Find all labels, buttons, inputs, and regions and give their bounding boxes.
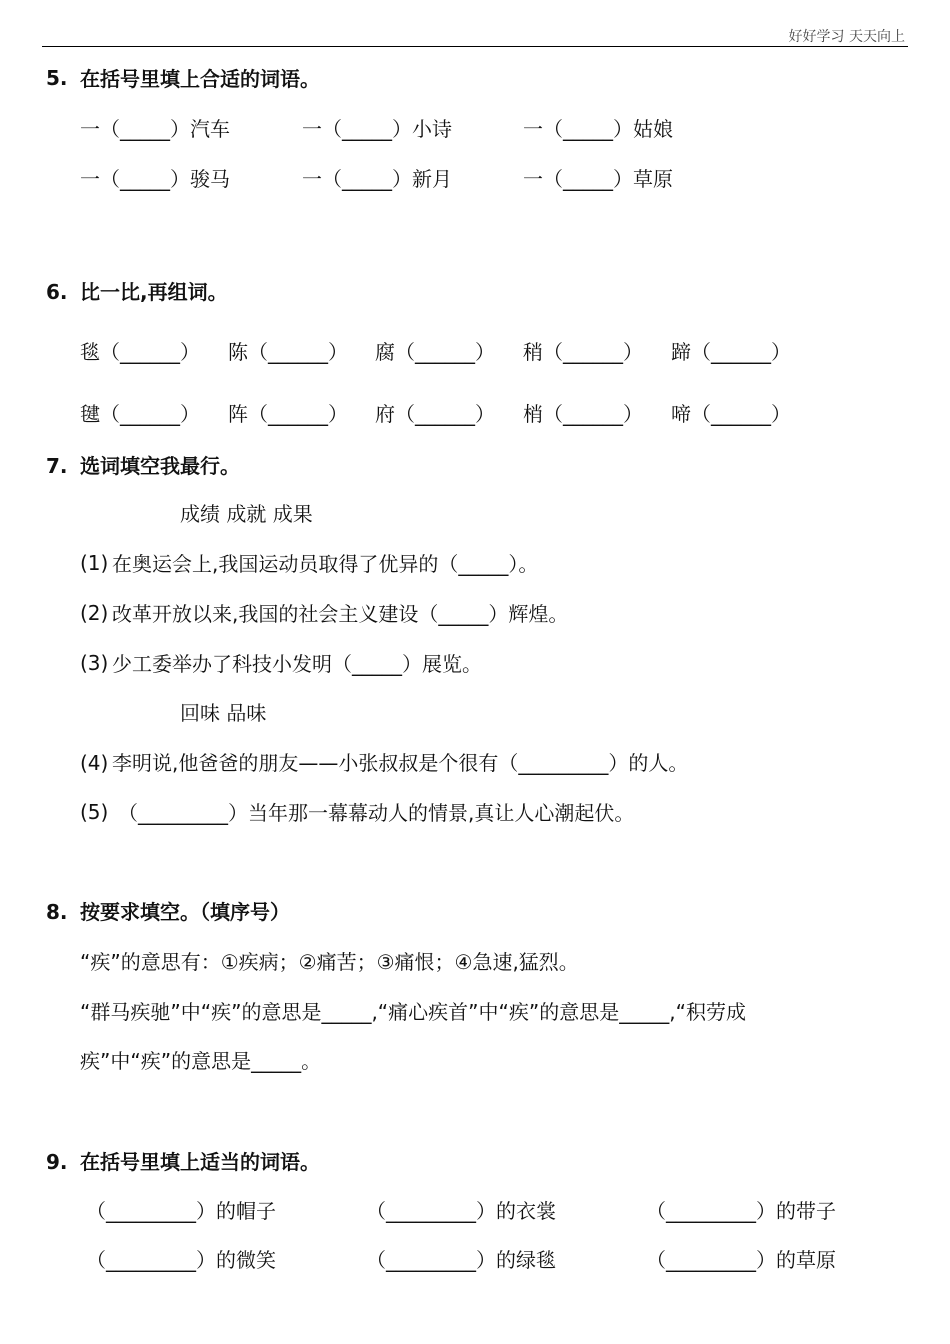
q5-item: 一（_____）汽车 <box>80 117 230 141</box>
q7-sentence: 李明说,他爸爸的朋友——小张叔叔是个很有（_________）的人。 <box>112 751 689 775</box>
q7-sentence-number: (3) <box>80 651 109 675</box>
q8-title: 按要求填空。（填序号） <box>80 900 290 924</box>
q7-sentence: 改革开放以来,我国的社会主义建设（_____）辉煌。 <box>112 602 569 626</box>
q8-number: 8. <box>46 900 68 924</box>
header-divider <box>42 46 908 47</box>
q8-question-line: “群马疾驰”中“疾”的意思是_____,“痛心疾首”中“疾”的意思是_____,“积劳成 <box>80 1000 746 1024</box>
q9-item: （_________）的草原 <box>646 1248 836 1272</box>
q6-word: 阵（______） <box>228 402 348 426</box>
q5-item: 一（_____）草原 <box>523 167 673 191</box>
q7-sentence-number: (5) <box>80 800 109 824</box>
q7-number: 7. <box>46 454 68 478</box>
q9-title: 在括号里填上适当的词语。 <box>80 1150 320 1174</box>
q6-word: 陈（______） <box>228 340 348 364</box>
q6-word: 腐（______） <box>375 340 495 364</box>
q9-item: （_________）的衣裳 <box>366 1199 556 1223</box>
q5-number: 5. <box>46 66 68 90</box>
q7-word-choices: 回味 品味 <box>180 701 267 725</box>
q6-word: 毽（______） <box>80 402 200 426</box>
q7-sentence: 少工委举办了科技小发明（_____）展览。 <box>112 652 482 676</box>
q7-title: 选词填空我最行。 <box>80 454 240 478</box>
q5-item: 一（_____）新月 <box>302 167 452 191</box>
q9-item: （_________）的带子 <box>646 1199 836 1223</box>
q7-sentence-number: (2) <box>80 601 109 625</box>
q9-item: （_________）的帽子 <box>86 1199 276 1223</box>
q9-item: （_________）的绿毯 <box>366 1248 556 1272</box>
q5-item: 一（_____）姑娘 <box>523 117 673 141</box>
q6-number: 6. <box>46 280 68 304</box>
q7-sentence-number: (1) <box>80 551 109 575</box>
q7-sentence: （_________）当年那一幕幕动人的情景,真让人心潮起伏。 <box>118 801 635 825</box>
q5-item: 一（_____）骏马 <box>80 167 230 191</box>
q6-word: 毯（______） <box>80 340 200 364</box>
q7-sentence: 在奥运会上,我国运动员取得了优异的（_____）。 <box>112 552 539 576</box>
q9-item: （_________）的微笑 <box>86 1248 276 1272</box>
q6-word: 府（______） <box>375 402 495 426</box>
q5-title: 在括号里填上合适的词语。 <box>80 67 320 91</box>
page-header: 好好学习 天天向上 <box>788 29 905 45</box>
q5-item: 一（_____）小诗 <box>302 117 452 141</box>
q8-question-line: 疾”中“疾”的意思是_____。 <box>80 1049 322 1073</box>
q6-word: 蹄（______） <box>671 340 791 364</box>
q7-sentence-number: (4) <box>80 751 109 775</box>
q8-definitions: “疾”的意思有：①疾病；②痛苦；③痛恨；④急速,猛烈。 <box>80 950 579 974</box>
q6-word: 啼（______） <box>671 402 791 426</box>
q6-title: 比一比,再组词。 <box>80 280 228 304</box>
q7-word-choices: 成绩 成就 成果 <box>180 502 313 526</box>
q6-word: 梢（______） <box>523 402 643 426</box>
q9-number: 9. <box>46 1150 68 1174</box>
q6-word: 稍（______） <box>523 340 643 364</box>
